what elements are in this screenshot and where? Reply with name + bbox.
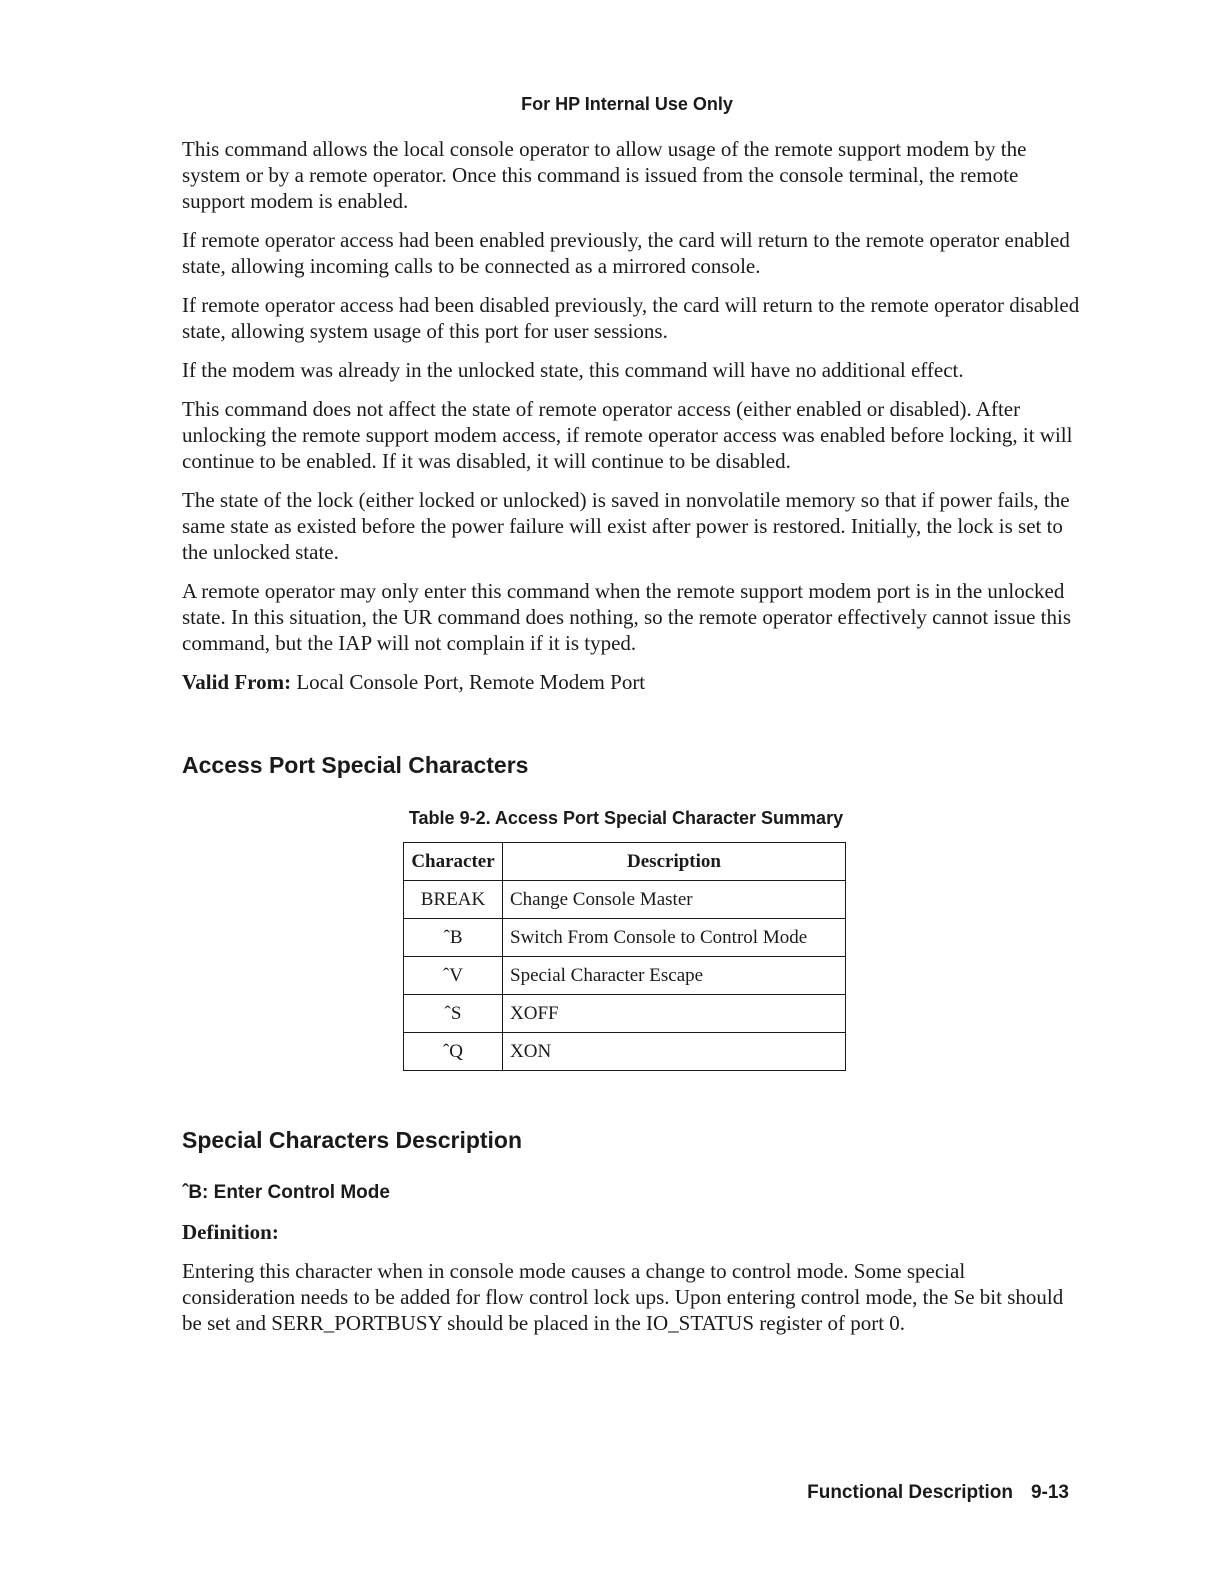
subsection-title: ˆB: Enter Control Mode bbox=[182, 1182, 390, 1203]
paragraph: If remote operator access had been disabled previously, the card will return to the remote operator disabled state, allowing system usage of this port for user sessions. bbox=[182, 293, 1080, 343]
table-row bbox=[404, 919, 846, 957]
section-title-access-port: Access Port Special Characters bbox=[182, 752, 529, 778]
paragraph: This command allows the local console operator to allow usage of the remote support modem by the system or by a remote operator. Once this command is issued from the console terminal, the remote support modem is enabled. bbox=[182, 137, 1027, 213]
table-cell-description: XOFF bbox=[503, 995, 846, 1033]
page-footer bbox=[807, 1482, 1069, 1504]
table-caption: Table 9-2. Access Port Special Character Summary bbox=[408, 808, 844, 828]
table-row bbox=[404, 881, 846, 919]
special-character-table bbox=[403, 842, 846, 1071]
table-cell-description: Switch From Console to Control Mode bbox=[503, 919, 846, 957]
table-cell-character: ˆB bbox=[404, 919, 503, 957]
valid-from-value: Local Console Port, Remote Modem Port bbox=[296, 670, 646, 694]
paragraph: This command does not affect the state of remote operator access (either enabled or disabled). After unlocking the remote support modem access, if remote operator access was enabled before locking, it will continue to be enabled. If it was disabled, it will continue to be disabled. bbox=[182, 397, 1073, 473]
table-row bbox=[404, 957, 846, 995]
paragraph: The state of the lock (either locked or unlocked) is saved in nonvolatile memory so that if power fails, the same state as existed before the power failure will exist after power is restored. Initially, the lock is set to the unlocked state. bbox=[182, 488, 1070, 564]
table-cell-character: ˆS bbox=[404, 995, 503, 1033]
paragraph: A remote operator may only enter this command when the remote support modem port is in the unlocked state. In this situation, the UR command does nothing, so the remote operator effectively cannot issue this command, but the IAP will not complain if it is typed. bbox=[182, 579, 1072, 655]
section-title-special-characters: Special Characters Description bbox=[182, 1127, 523, 1153]
table-cell-description: Change Console Master bbox=[503, 881, 846, 919]
page-header: For HP Internal Use Only bbox=[521, 94, 733, 114]
paragraph: If the modem was already in the unlocked state, this command will have no additional effect. bbox=[182, 358, 964, 382]
table-cell-character: ˆQ bbox=[404, 1033, 503, 1071]
table-cell-character: BREAK bbox=[404, 881, 503, 919]
valid-from bbox=[182, 669, 1082, 695]
page-number: 9-13 bbox=[1030, 1482, 1069, 1503]
table-cell-description: Special Character Escape bbox=[503, 957, 846, 995]
body-text bbox=[182, 136, 1082, 708]
table-cell-description: XON bbox=[503, 1033, 846, 1071]
table-cell-character: ˆV bbox=[404, 957, 503, 995]
paragraph: If remote operator access had been enabled previously, the card will return to the remote operator enabled state, allowing incoming calls to be connected as a mirrored console. bbox=[182, 228, 1070, 278]
table-row bbox=[404, 995, 846, 1033]
table-header-row bbox=[404, 843, 846, 881]
column-header-description: Description bbox=[503, 843, 846, 881]
definition-text: Entering this character when in console mode causes a change to control mode. Some special consideration needs to be added for flow control lock ups. Upon entering control mode, the Se bit should be set and SERR_PORTBUSY should be placed in the IO_STATUS register of port 0. bbox=[182, 1259, 1064, 1335]
valid-from-label: Valid From: bbox=[182, 670, 292, 694]
definition-label: Definition: bbox=[182, 1220, 279, 1244]
footer-title: Functional Description bbox=[807, 1482, 1013, 1503]
definition-block bbox=[182, 1219, 1082, 1349]
column-header-character: Character bbox=[404, 843, 503, 881]
table-row bbox=[404, 1033, 846, 1071]
